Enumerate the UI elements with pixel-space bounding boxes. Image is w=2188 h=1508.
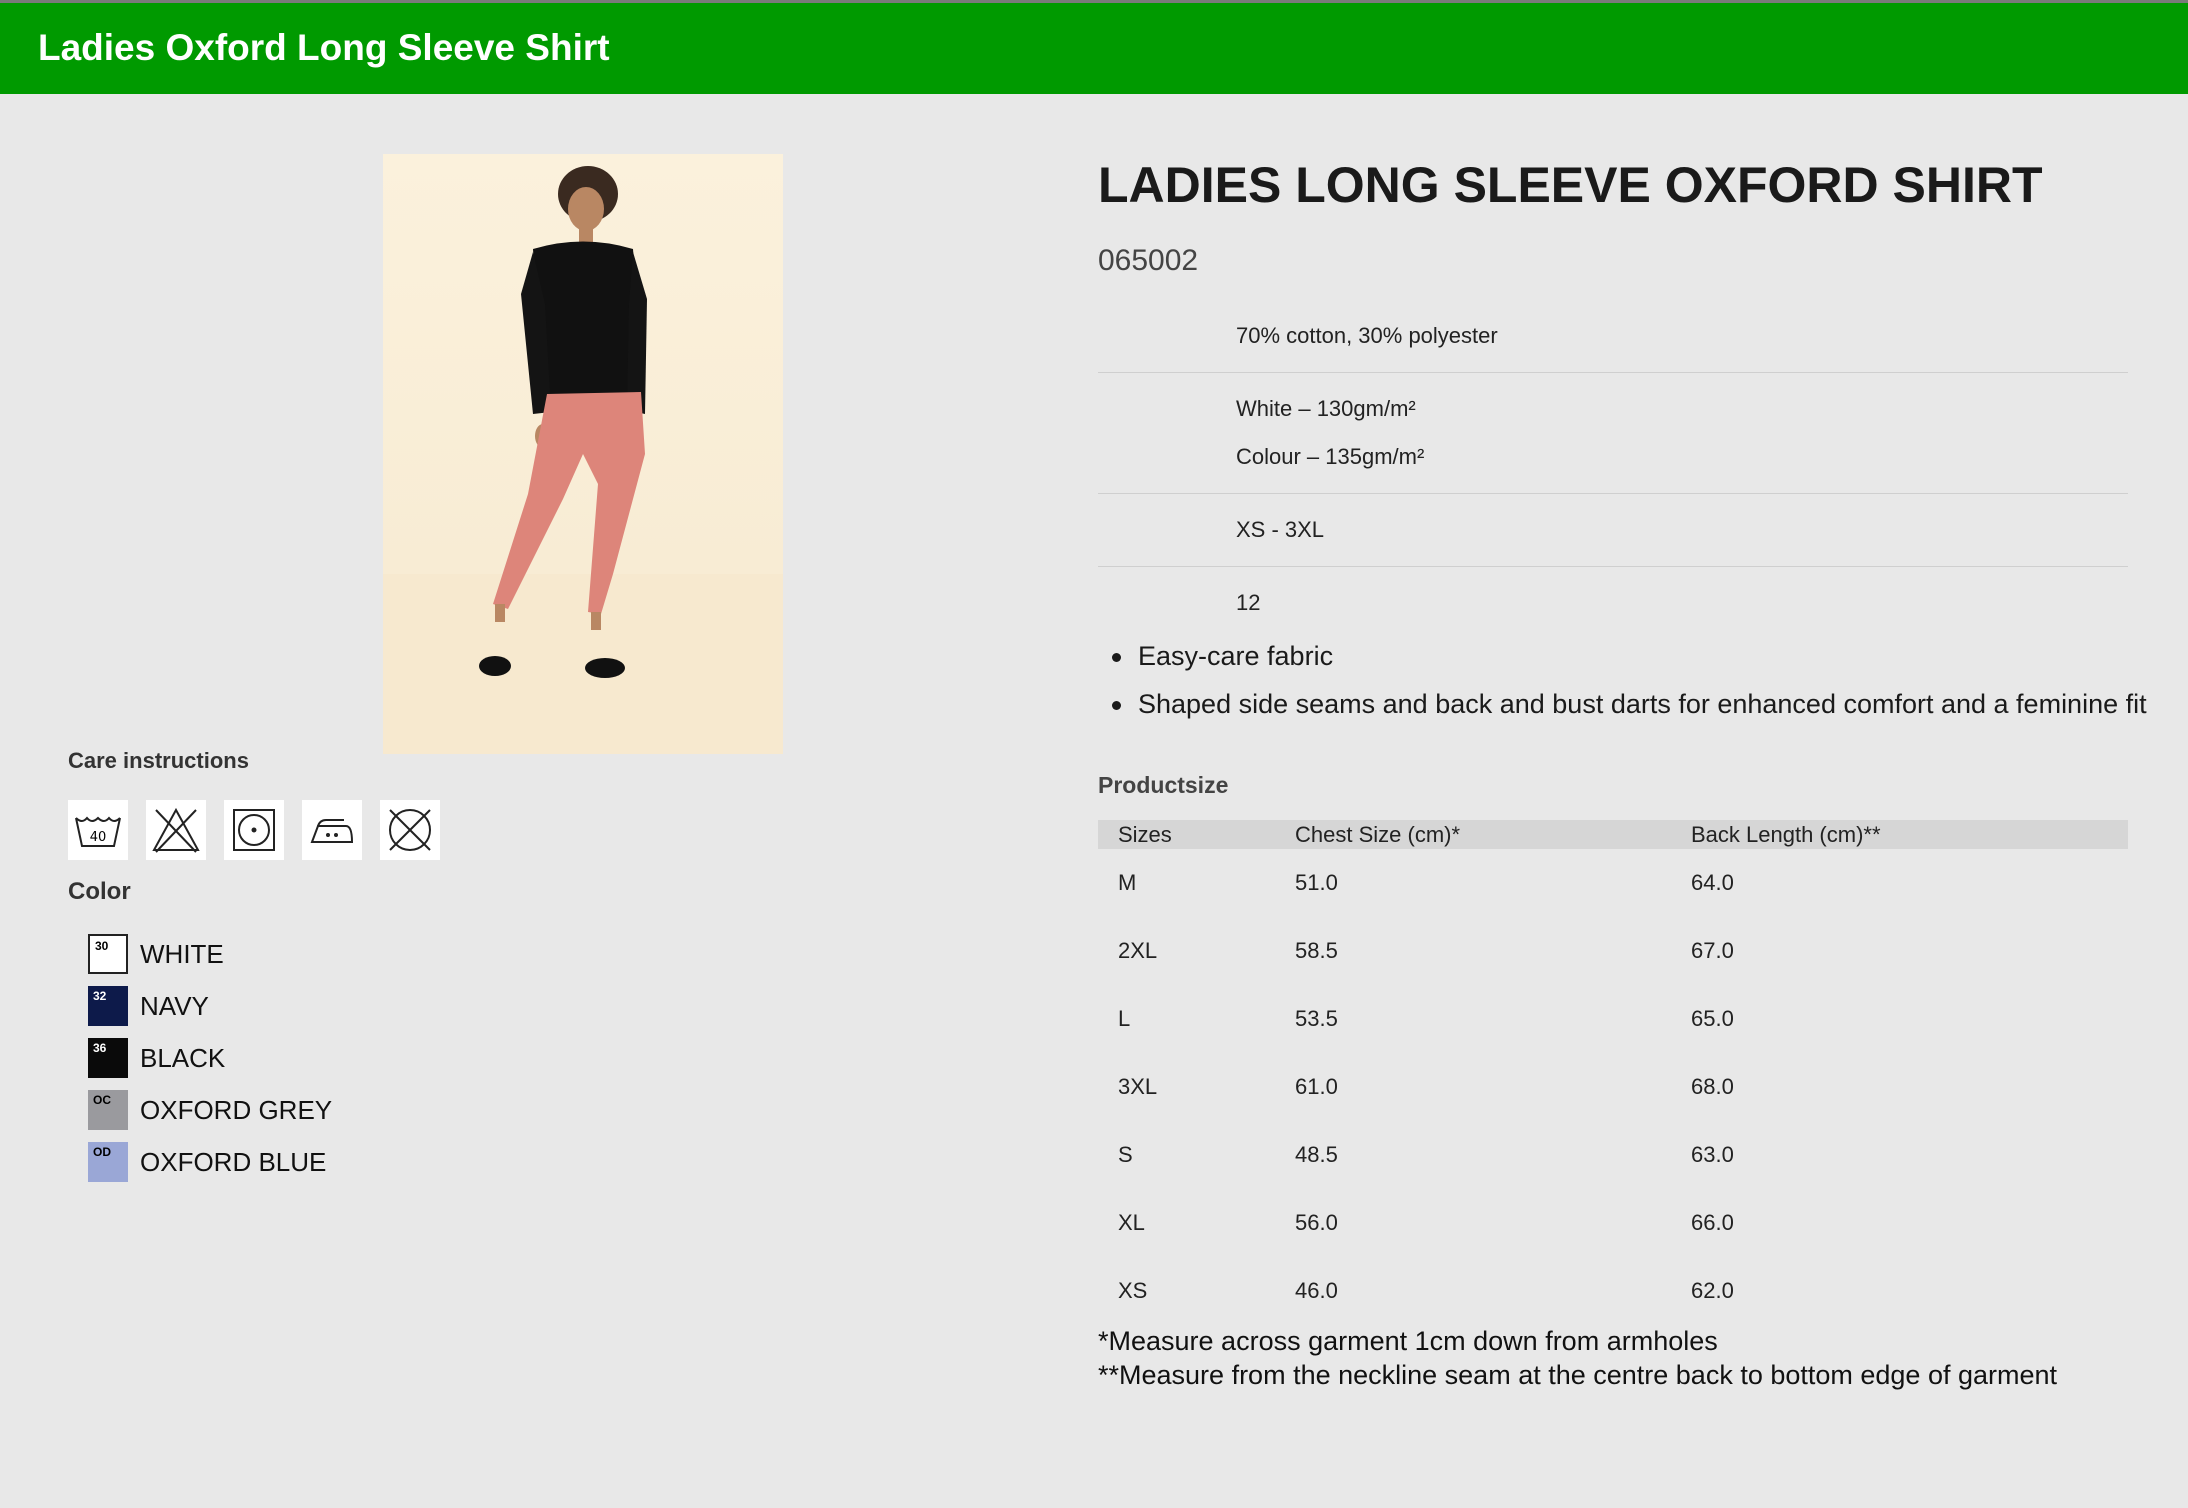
header-bar: [0, 0, 2188, 94]
table-row: [1098, 1053, 2128, 1121]
care-instructions-title: Care instructions: [68, 748, 249, 773]
spec-row-weight: [1098, 373, 2128, 494]
tumble-dry-icon: [224, 800, 284, 860]
color-name: OXFORD GREY: [140, 1094, 333, 1125]
spec-row-size-range: [1098, 494, 2128, 567]
table-row: [1098, 985, 2128, 1053]
chest-cell: 56.0: [1295, 1210, 1338, 1235]
color-option-black[interactable]: [88, 1032, 332, 1084]
chest-cell: 61.0: [1295, 1074, 1338, 1099]
color-name: OXFORD BLUE: [140, 1146, 327, 1177]
table-row: [1098, 849, 2128, 917]
chest-cell: 48.5: [1295, 1142, 1338, 1167]
table-row: [1098, 917, 2128, 985]
spec-value: 12: [1236, 590, 1261, 615]
color-name: WHITE: [140, 938, 224, 969]
spec-table: [1098, 300, 2128, 639]
color-swatch[interactable]: [88, 934, 128, 974]
size-cell: L: [1118, 1006, 1131, 1031]
color-code: OC: [93, 1093, 111, 1107]
spec-value: 70% cotton, 30% polyester: [1236, 323, 1498, 348]
back-length-cell: 63.0: [1691, 1142, 1734, 1167]
size-header-back-length: Back Length (cm)**: [1691, 820, 2128, 849]
table-row: [1098, 1121, 2128, 1189]
table-row: [1098, 1189, 2128, 1257]
color-swatch[interactable]: [88, 1038, 128, 1078]
feature-list: [1110, 632, 2147, 728]
size-header-sizes: Sizes: [1098, 820, 1295, 849]
color-option-navy[interactable]: [88, 980, 332, 1032]
color-swatch[interactable]: [88, 1142, 128, 1182]
color-swatch[interactable]: [88, 1090, 128, 1130]
wash-temperature-label: 40: [89, 830, 107, 845]
size-table-header-row: [1098, 820, 2128, 849]
back-length-cell: 66.0: [1691, 1210, 1734, 1235]
color-option-white[interactable]: [88, 928, 332, 980]
size-header-chest: Chest Size (cm)*: [1295, 820, 1691, 849]
chest-cell: 46.0: [1295, 1278, 1338, 1303]
header-title: Ladies Oxford Long Sleeve Shirt: [38, 27, 610, 68]
chest-cell: 58.5: [1295, 938, 1338, 963]
iron-medium-icon: [302, 800, 362, 860]
size-cell: XS: [1118, 1278, 1148, 1303]
color-name: BLACK: [140, 1042, 226, 1073]
note-chest: *Measure across garment 1cm down from armholes: [1098, 1326, 1718, 1356]
back-length-cell: 68.0: [1691, 1074, 1734, 1099]
care-icons: [68, 800, 440, 860]
color-code: 32: [93, 989, 107, 1003]
color-option-oxford-grey[interactable]: [88, 1084, 332, 1136]
note-back-length: **Measure from the neckline seam at the centre back to bottom edge of garment: [1098, 1360, 2058, 1390]
size-cell: M: [1118, 870, 1137, 895]
chest-cell: 53.5: [1295, 1006, 1338, 1031]
color-swatch[interactable]: [88, 986, 128, 1026]
size-cell: XL: [1118, 1210, 1145, 1235]
back-length-cell: 64.0: [1691, 870, 1734, 895]
spec-value: White – 130gm/m²: [1236, 396, 1416, 421]
color-code: 36: [93, 1041, 107, 1055]
spec-row-material: [1098, 300, 2128, 373]
color-list: [88, 928, 332, 1188]
back-length-cell: 67.0: [1691, 938, 1734, 963]
measurement-notes: [1098, 1324, 2057, 1392]
size-cell: S: [1118, 1142, 1133, 1167]
color-code: 30: [95, 939, 109, 953]
size-table: [1098, 820, 2128, 1325]
table-row: [1098, 1257, 2128, 1325]
no-bleach-icon: [146, 800, 206, 860]
chest-cell: 51.0: [1295, 870, 1338, 895]
no-dry-clean-icon: [380, 800, 440, 860]
feature-item: Shaped side seams and back and bust darts for enhanced comfort and a feminine fit: [1110, 680, 2147, 728]
back-length-cell: 62.0: [1691, 1278, 1734, 1303]
product-code: 065002: [1098, 244, 1199, 277]
color-option-oxford-blue[interactable]: [88, 1136, 332, 1188]
spec-row-quantity: [1098, 567, 2128, 639]
spec-value: XS - 3XL: [1236, 517, 1325, 542]
spec-value: Colour – 135gm/m²: [1236, 444, 1425, 469]
wash-40-icon: [68, 800, 128, 860]
feature-item: Easy-care fabric: [1110, 632, 2147, 680]
color-name: NAVY: [140, 990, 209, 1021]
size-cell: 2XL: [1118, 938, 1158, 963]
product-title: LADIES LONG SLEEVE OXFORD SHIRT: [1098, 157, 2043, 213]
back-length-cell: 65.0: [1691, 1006, 1734, 1031]
color-code: OD: [93, 1145, 111, 1159]
product-image: [383, 154, 783, 754]
color-title: Color: [68, 878, 131, 905]
size-table-title: Productsize: [1098, 772, 1229, 798]
size-cell: 3XL: [1118, 1074, 1158, 1099]
